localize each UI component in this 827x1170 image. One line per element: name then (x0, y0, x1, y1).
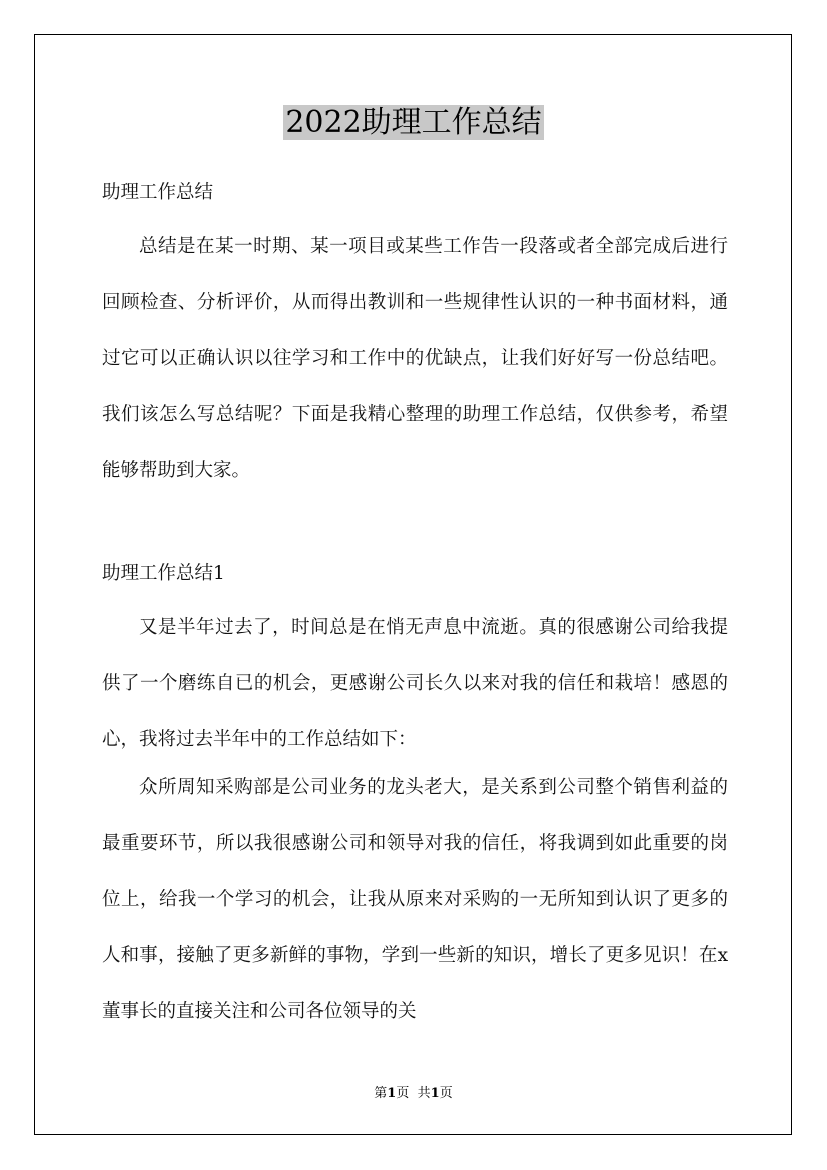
footer-total-prefix: 共 (417, 1086, 431, 1101)
document-title-text: 2022助理工作总结 (285, 105, 542, 140)
footer-page-prefix: 第 (374, 1086, 388, 1101)
footer-page-number: 1 (387, 1086, 397, 1101)
document-title (0, 104, 827, 142)
footer-page-suffix: 页 (396, 1086, 410, 1101)
page-footer (0, 1082, 827, 1101)
intro-paragraph: 总结是在某一时期、某一项目或某些工作告一段落或者全部完成后进行回顾检查、分析评价，从而得出教训和一些规律性认识的一种书面材料，通过它可以正确认识以往学习和工作中的优缺点，让我们好好写一份总结吧。我们该怎么写总结呢？下面是我精心整理的助理工作总结，仅供参考，希望能够帮助到大家。 (102, 236, 728, 481)
section1-paragraph-2: 众所周知采购部是公司业务的龙头老大，是关系到公司整个销售利益的最重要环节，所以我很感谢公司和领导对我的信任，将我调到如此重要的岗位上，给我一个学习的机会，让我从原来对采购的一无所知到认识了更多的人和事，接触了更多新鲜的事物，学到一些新的知识，增长了更多见识！在x董事长的直接关注和公司各位领导的关 (102, 777, 728, 1022)
intro-heading: 助理工作总结 (102, 182, 214, 203)
section1-paragraph-1: 又是半年过去了，时间总是在悄无声息中流逝。真的很感谢公司给我提供了一个磨练自已的机会，更感谢公司长久以来对我的信任和栽培！感恩的心，我将过去半年中的工作总结如下： (102, 617, 728, 750)
section1-heading: 助理工作总结1 (102, 563, 225, 584)
footer-total-suffix: 页 (439, 1086, 453, 1101)
footer-total-number: 1 (430, 1086, 440, 1101)
